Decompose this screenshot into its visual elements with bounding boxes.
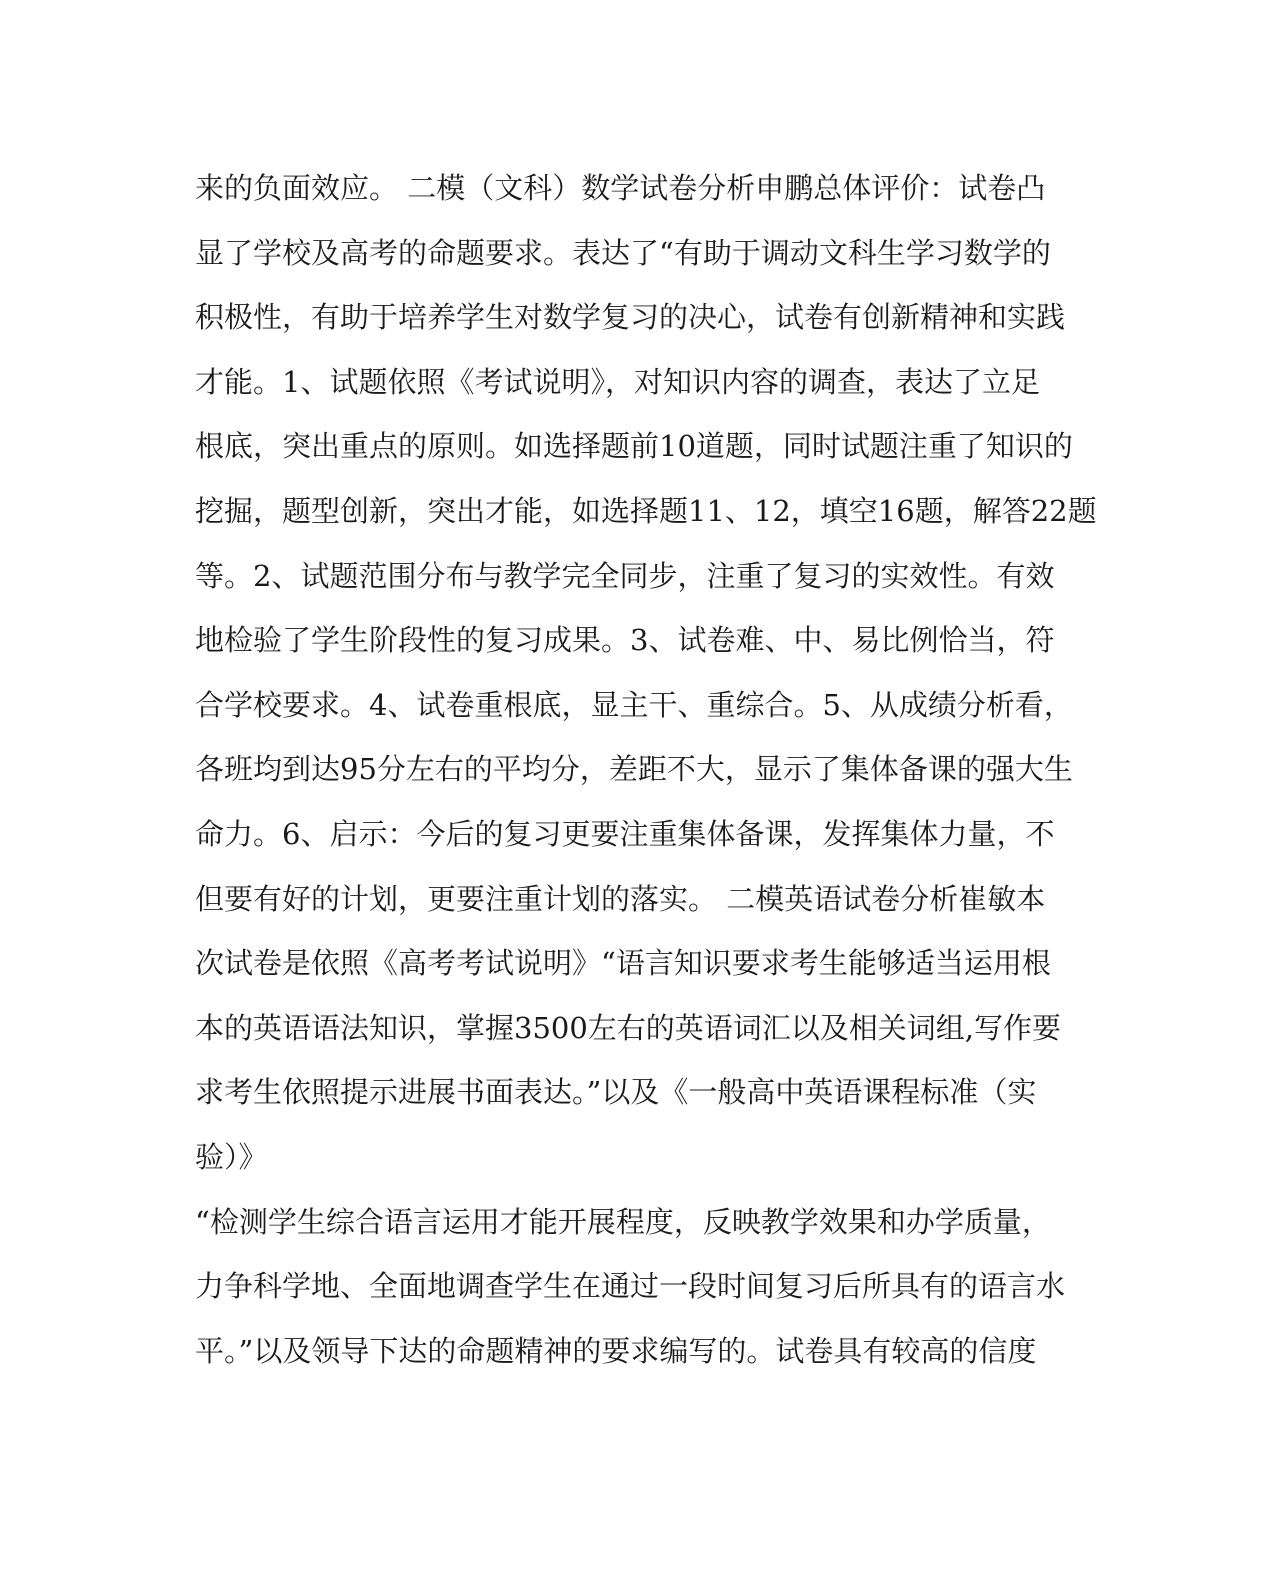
body-text (195, 156, 1097, 1383)
text-line: 命力。6、启示：今后的复习更要注重集体备课，发挥集体力量，不 (195, 816, 1055, 851)
text-line: 各班均到达95分左右的平均分，差距不大，显示了集体备课的强大生 (195, 752, 1073, 787)
text-line: 根底，突出重点的原则。如选择题前10道题，同时试题注重了知识的 (195, 429, 1073, 464)
text-line: 平。”以及领导下达的命题精神的要求编写的。试卷具有较高的信度 (195, 1333, 1037, 1368)
text-line: 挖掘，题型创新，突出才能，如选择题11、12，填空16题，解答22题 (195, 493, 1097, 528)
text-line: 但要有好的计划，更要注重计划的落实。 二模英语试卷分析崔敏本 (195, 881, 1046, 916)
text-line: 积极性，有助于培养学生对数学复习的决心，试卷有创新精神和实践 (195, 300, 1066, 335)
text-line: 来的负面效应。 二模（文科）数学试卷分析申鹏总体评价：试卷凸 (195, 171, 1046, 205)
text-line: 显了学校及高考的命题要求。表达了“有助于调动文科生学习数学的 (195, 235, 1051, 270)
text-line: 等。2、试题范围分布与教学完全同步，注重了复习的实效性。有效 (195, 558, 1055, 593)
text-line: 求考生依照提示进展书面表达。”以及《一般高中英语课程标准（实 (195, 1075, 1037, 1110)
text-line: 才能。1、试题依照《考试说明》，对知识内容的调查，表达了立足 (195, 364, 1040, 399)
text-line: 验）》 (195, 1139, 268, 1174)
text-line: 地检验了学生阶段性的复习成果。3、试卷难、中、易比例恰当，符 (195, 623, 1055, 658)
text-line: 次试卷是依照《高考考试说明》“语言知识要求考生能够适当运用根 (195, 946, 1051, 981)
text-line: 合学校要求。4、试卷重根底，显主干、重综合。5、从成绩分析看， (195, 687, 1073, 722)
text-line: 本的英语语法知识，掌握3500左右的英语词汇以及相关词组,写作要 (195, 1010, 1062, 1045)
text-line: 力争科学地、全面地调查学生在通过一段时间复习后所具有的语言水 (195, 1269, 1066, 1304)
text-line: “检测学生综合语言运用才能开展程度，反映教学效果和办学质量， (195, 1204, 1051, 1239)
